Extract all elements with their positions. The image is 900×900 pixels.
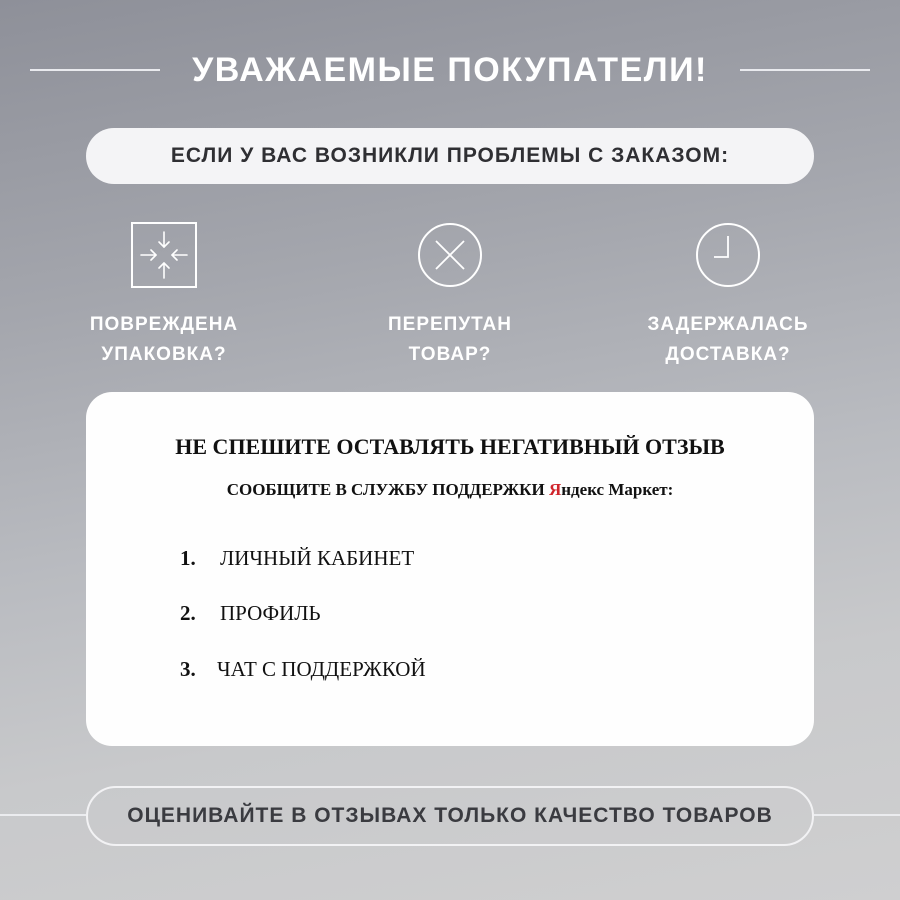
feature-wrong-item [320, 222, 580, 370]
footer-divider-left [0, 814, 86, 816]
step-number: 2. [180, 601, 196, 625]
footer-divider-right [814, 814, 900, 816]
brand-letter: Я [548, 480, 562, 499]
support-card [86, 392, 814, 746]
step-text: ЛИЧНЫЙ КАБИНЕТ [220, 546, 415, 570]
step-number: 3. [180, 657, 196, 681]
step-text: ЧАТ С ПОДДЕРЖКОЙ [217, 657, 426, 681]
list-item [180, 657, 426, 682]
card-subheading [86, 480, 814, 500]
feature-label: ПЕРЕПУТАН ТОВАР? [387, 314, 512, 365]
feature-delayed-delivery [598, 222, 858, 370]
header [0, 40, 900, 100]
list-item [180, 601, 321, 626]
feature-label: ЗАДЕРЖАЛАСЬ ДОСТАВКА? [647, 314, 809, 365]
header-divider-left [30, 69, 160, 71]
footer-banner: ОЦЕНИВАЙТЕ В ОТЗЫВАХ ТОЛЬКО КАЧЕСТВО ТОВАРОВ [86, 786, 814, 846]
feature-damaged-package [34, 222, 294, 370]
brand-name: ндекс Маркет: [561, 480, 674, 499]
subheading-text: СООБЩИТЕ В СЛУЖБУ ПОДДЕРЖКИ [226, 480, 549, 499]
card-heading: НЕ СПЕШИТЕ ОСТАВЛЯТЬ НЕГАТИВНЫЙ ОТЗЫВ [175, 434, 725, 459]
cross-circle-icon [417, 222, 483, 288]
header-divider-right [740, 69, 870, 71]
step-number: 1. [180, 546, 196, 570]
feature-label: ПОВРЕЖДЕНА УПАКОВКА? [89, 314, 239, 365]
step-text: ПРОФИЛЬ [220, 601, 321, 625]
intro-banner: ЕСЛИ У ВАС ВОЗНИКЛИ ПРОБЛЕМЫ С ЗАКАЗОМ: [86, 128, 814, 184]
clock-icon [695, 222, 761, 288]
list-item [180, 546, 414, 571]
compress-arrows-icon [131, 222, 197, 288]
page-title: УВАЖАЕМЫЕ ПОКУПАТЕЛИ! [192, 51, 708, 89]
